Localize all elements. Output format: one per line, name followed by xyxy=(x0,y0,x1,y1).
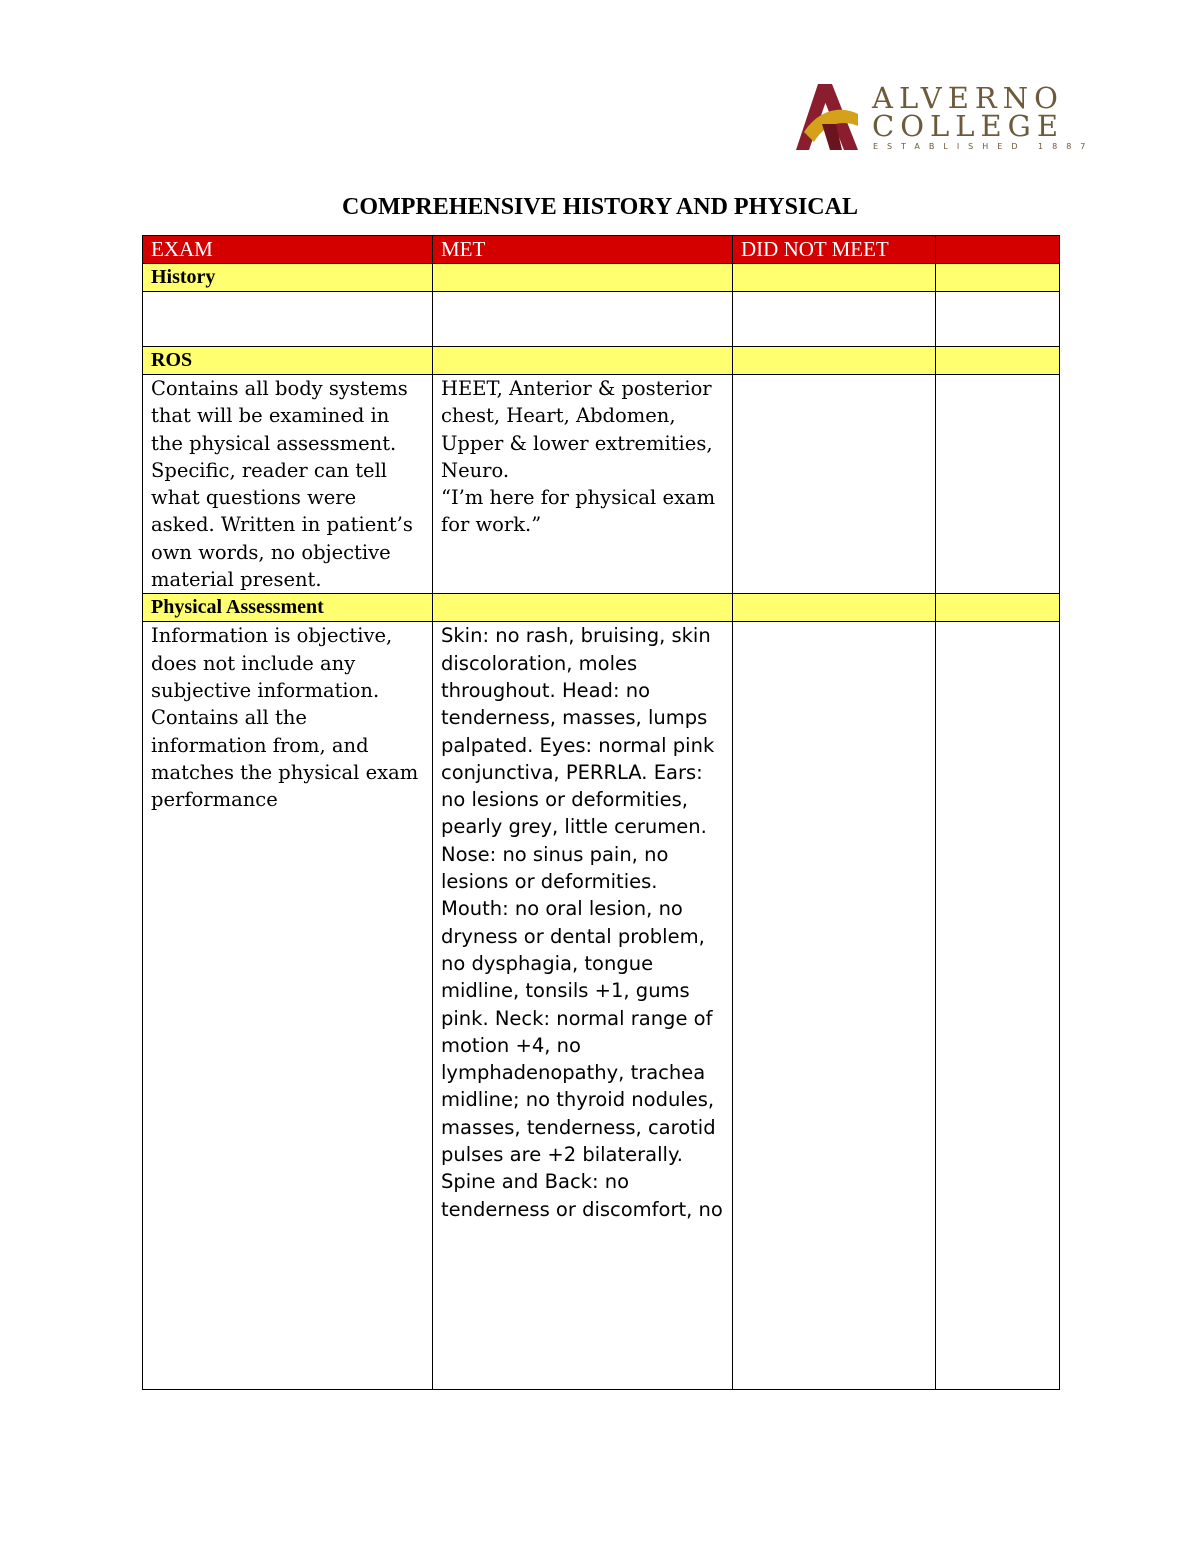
alverno-logo-mark-icon xyxy=(792,80,862,152)
ros-met-text: HEET, Anterior & posterior chest, Heart, Abdomen, Upper & lower extremities, Neuro. xyxy=(441,377,713,482)
logo-established: ESTABLISHED 1887 xyxy=(873,142,1095,151)
table-cell xyxy=(936,292,1060,347)
section-cell xyxy=(433,264,733,292)
section-cell xyxy=(433,594,733,622)
header-met: MET xyxy=(433,236,733,264)
physical-assessment-content-row xyxy=(143,622,1060,1390)
table-cell xyxy=(433,292,733,347)
section-cell xyxy=(936,264,1060,292)
header-did-not-meet: DID NOT MEET xyxy=(733,236,936,264)
rubric-table xyxy=(142,235,1060,1390)
document-title: COMPREHENSIVE HISTORY AND PHYSICAL xyxy=(342,194,858,220)
table-cell xyxy=(936,622,1060,1390)
ros-content-row xyxy=(143,375,1060,594)
physical-met: Skin: no rash, bruising, skin discoloration, moles throughout. Head: no tenderness, masses, lumps palpated. Eyes: normal pink conjunctiva, PERRLA. Ears: no lesions or deformities, pearly grey, little cerumen. Nose: no sinus pain, no lesions or deformities. Mouth: no oral lesion, no dryness or dental problem, no dysphagia, tongue midline, tonsils +1, gums pink. Neck: normal range of motion +4, no lymphadenopathy, trachea midline; no thyroid nodules, masses, tenderness, carotid pulses are +2 bilaterally. Spine and Back: no tenderness or discomfort, no xyxy=(433,622,733,1390)
section-label-history: History xyxy=(143,264,433,292)
section-cell xyxy=(733,264,936,292)
header-exam: EXAM xyxy=(143,236,433,264)
ros-met-quote: “I’m here for physical exam for work.” xyxy=(441,486,716,537)
section-cell xyxy=(936,594,1060,622)
section-cell xyxy=(433,347,733,375)
section-row-history xyxy=(143,264,1060,292)
table-header-row xyxy=(143,236,1060,264)
section-label-ros: ROS xyxy=(143,347,433,375)
ros-met-cell xyxy=(433,375,733,594)
section-row-physical-assessment xyxy=(143,594,1060,622)
table-cell xyxy=(733,292,936,347)
ros-criteria: Contains all body systems that will be examined in the physical assessment. Specific, reader can tell what questions were asked. Written in patient’s own words, no objective material present. xyxy=(143,375,433,594)
section-row-ros xyxy=(143,347,1060,375)
table-cell xyxy=(733,622,936,1390)
section-cell xyxy=(733,347,936,375)
section-label-physical-assessment: Physical Assessment xyxy=(143,594,433,622)
section-cell xyxy=(936,347,1060,375)
logo-name-line1: ALVERNO xyxy=(872,81,1064,115)
history-content-row xyxy=(143,292,1060,347)
table-cell xyxy=(143,292,433,347)
section-cell xyxy=(733,594,936,622)
physical-criteria: Information is objective, does not include any subjective information. Contains all the information from, and matches the physical exam performance xyxy=(143,622,433,1390)
college-logo xyxy=(792,80,1095,154)
table-cell xyxy=(936,375,1060,594)
header-blank xyxy=(936,236,1060,264)
table-cell xyxy=(733,375,936,594)
logo-name-line2: COLLEGE xyxy=(872,109,1064,143)
